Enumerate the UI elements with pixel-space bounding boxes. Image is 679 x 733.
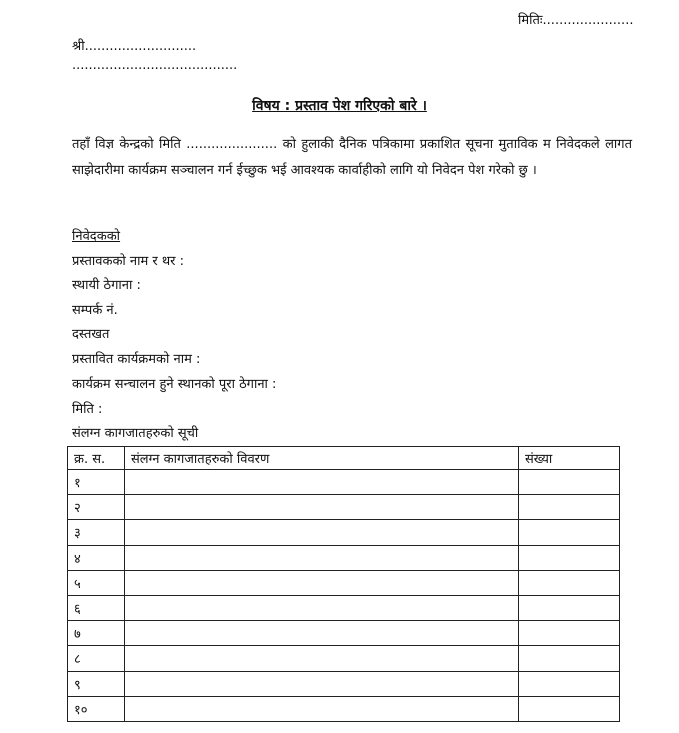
row-count-cell[interactable] xyxy=(519,595,620,620)
table-row xyxy=(68,570,620,595)
date-line xyxy=(518,10,633,28)
applicant-heading: निवेदकको xyxy=(72,229,121,244)
row-description-cell[interactable] xyxy=(125,696,519,721)
row-serial-cell: १ xyxy=(68,470,125,495)
table-header-row xyxy=(68,447,620,470)
row-serial-cell: ४ xyxy=(68,545,125,570)
row-description-cell[interactable] xyxy=(125,671,519,696)
body-paragraph: तहाँ विज्ञ केन्द्रको मिति ...................... को हुलाकी दैनिक पत्रिकामा प्रकाशित सूचना मुताविक म निवेदकले लागत साझेदारीमा कार्यक्रम सञ्चालन गर्न ईच्छुक भई आवश्यक कार्वाहीको लागि यो निवेदन पेश गरेको छु । xyxy=(72,137,632,178)
table-row xyxy=(68,470,620,495)
row-count-cell[interactable] xyxy=(519,646,620,671)
permanent-address-label: स्थायी ठेगाना : xyxy=(72,278,141,293)
col-count-header: संख्या xyxy=(519,447,620,470)
table-row xyxy=(68,495,620,520)
row-count-cell[interactable] xyxy=(519,520,620,545)
program-name-label: प्रस्तावित कार्यक्रमको नाम : xyxy=(72,352,201,367)
recipient-blank-line2: ........................................ xyxy=(72,58,238,73)
proposer-name-label: प्रस्तावकको नाम र थर : xyxy=(72,254,185,269)
attachments-table xyxy=(67,446,620,722)
table-row xyxy=(68,621,620,646)
signature-label: दस्तखत xyxy=(72,327,110,342)
row-count-cell[interactable] xyxy=(519,696,620,721)
row-description-cell[interactable] xyxy=(125,495,519,520)
row-count-cell[interactable] xyxy=(519,621,620,646)
row-count-cell[interactable] xyxy=(519,495,620,520)
row-description-cell[interactable] xyxy=(125,520,519,545)
row-description-cell[interactable] xyxy=(125,595,519,620)
subject-heading: विषय : प्रस्ताव पेश गरिएको बारे । xyxy=(252,98,427,114)
row-serial-cell: ५ xyxy=(68,570,125,595)
date-field-label: मिति : xyxy=(72,402,103,417)
table-row xyxy=(68,595,620,620)
row-count-cell[interactable] xyxy=(519,570,620,595)
table-row xyxy=(68,646,620,671)
date-blank: ...................... xyxy=(542,13,634,28)
table-row xyxy=(68,696,620,721)
row-description-cell[interactable] xyxy=(125,545,519,570)
table-row xyxy=(68,520,620,545)
col-description-header: संलग्न कागजातहरुको विवरण xyxy=(125,447,519,470)
row-serial-cell: ८ xyxy=(68,646,125,671)
col-serial-header: क्र. स. xyxy=(68,447,125,470)
contact-number-label: सम्पर्क नं. xyxy=(72,303,118,318)
program-location-label: कार्यक्रम सन्चालन हुने स्थानको पूरा ठेगाना : xyxy=(72,377,277,392)
date-label: मितिः xyxy=(518,13,543,28)
row-serial-cell: ६ xyxy=(68,595,125,620)
recipient-label: श्री xyxy=(72,39,85,54)
row-serial-cell: ७ xyxy=(68,621,125,646)
row-count-cell[interactable] xyxy=(519,671,620,696)
row-description-cell[interactable] xyxy=(125,621,519,646)
table-row xyxy=(68,545,620,570)
attachments-list-label: संलग्न कागजातहरुको सूची xyxy=(72,426,199,441)
row-description-cell[interactable] xyxy=(125,470,519,495)
row-count-cell[interactable] xyxy=(519,545,620,570)
row-serial-cell: २ xyxy=(68,495,125,520)
recipient-blank: ........................... xyxy=(84,39,197,54)
row-description-cell[interactable] xyxy=(125,646,519,671)
table-row xyxy=(68,671,620,696)
recipient-line xyxy=(72,36,196,54)
row-count-cell[interactable] xyxy=(519,470,620,495)
row-description-cell[interactable] xyxy=(125,570,519,595)
row-serial-cell: १० xyxy=(68,696,125,721)
row-serial-cell: ९ xyxy=(68,671,125,696)
row-serial-cell: ३ xyxy=(68,520,125,545)
